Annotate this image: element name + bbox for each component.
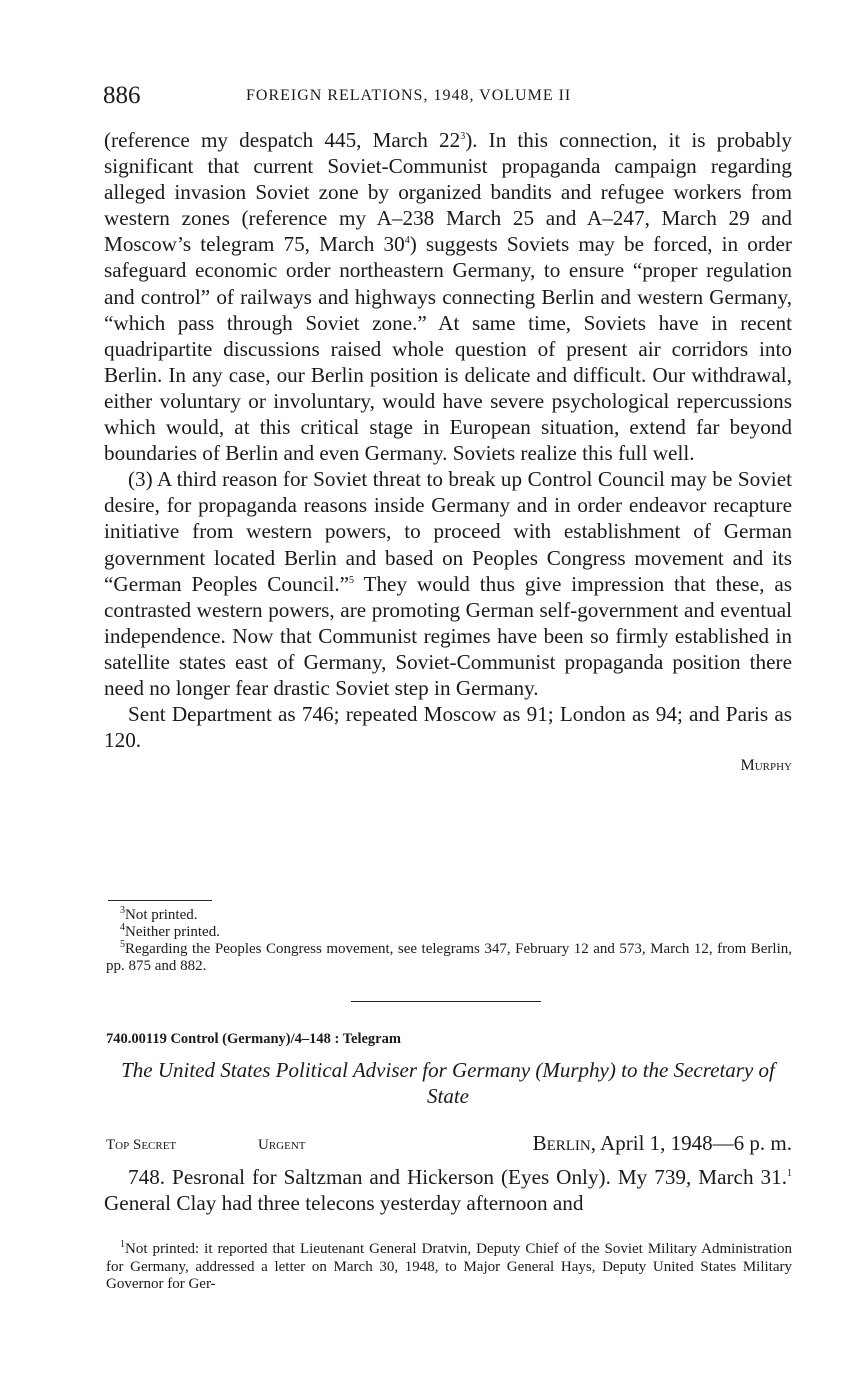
paragraph-3: Sent Department as 746; repeated Moscow as 91; London as 94; and Paris as 120. — [104, 702, 792, 753]
footnotes — [106, 907, 792, 975]
classification-line — [106, 1131, 792, 1159]
footnote-ref-5: 5 — [349, 574, 355, 586]
footnote-ref-4: 4 — [404, 235, 410, 247]
page-header — [103, 82, 793, 112]
signature: Murphy — [740, 757, 792, 775]
footnote-3: $^3$Not printed. — [120, 905, 198, 923]
footnote-5: $^5$Regarding the Peoples Congress movement, see telegrams 347, February 12 and 573, March 12, from Berlin, pp. 875 and 882. — [106, 939, 792, 974]
footnote-4: $^4$Neither printed. — [120, 922, 220, 940]
footnote-ref-1: 1 — [787, 1167, 792, 1179]
footnote-rule — [108, 900, 212, 901]
paragraph-1: (reference my despatch 445, March $22^3$). In this connection, it is probably significant that current Soviet-Communist propaganda campaign regarding alleged invasion Soviet zone by organized bandits and refugee workers from western zones (reference my A–238 March 25 and A–247, March 29 and Moscow’s telegram 75, March $30^4$) suggests Soviets may be forced, in order safeguard economic order northeastern Germany, to ensure “proper regulation and control” of railways and highways connecting Berlin and western Germany, “which pass through Soviet zone.” At same time, Soviets have in recent quadripartite discussions raised whole question of present air corridors into Berlin. In any case, our Berlin position is delicate and difficult. Our withdrawal, either voluntary or involuntary, would have severe psychological repercussions which would, at this critical stage in European situation, extend far beyond boundaries of Berlin and even Germany. Soviets realize this full well. — [104, 128, 792, 466]
section-divider — [351, 1001, 541, 1002]
message-footnote: $^1$Not printed: it reported that Lieutenant General Dratvin, Deputy Chief of the Soviet Military Administration for Germany, addressed a letter on March 30, 1948, to Major General Hays, Deputy United States Military Governor for Ger- — [106, 1239, 792, 1292]
message-text: 748. Pesronal for Saltzman and Hickerson (Eyes Only). My 739, March 31.$^1$ General Clay had three telecons yesterday afternoon and — [104, 1165, 792, 1215]
paragraph-2: (3) A third reason for Soviet threat to break up Control Council may be Soviet desire, for propaganda reasons inside Germany and in order endeavor recapture initiative from western powers, to proceed with establishment of German government located Berlin and based on Peoples Congress movement and its “German Peoples Council.”$^5$ They would thus give impression that these, as contrasted western powers, are promoting German self-government and eventual independence. Now that Communist regimes have been so firmly established in satellite states east of Germany, Soviet-Communist propaganda position there need no longer fear drastic Soviet step in Germany. — [104, 467, 792, 700]
classification-top-secret: Top Secret — [106, 1137, 177, 1153]
page-number: 886 — [103, 82, 141, 109]
document-title: The United States Political Adviser for Germany (Murphy) to the Secretary of State — [121, 1058, 775, 1108]
file-reference: 740.00119 Control (Germany)/4–148 : Telegram — [106, 1031, 401, 1047]
footnote-ref-3: 3 — [460, 130, 466, 142]
running-head: FOREIGN RELATIONS, 1948, VOLUME II — [246, 87, 572, 104]
body-text — [104, 127, 792, 779]
dateline: Berlin, April 1, 1948—6 p. m. — [532, 1131, 792, 1155]
classification-urgent: Urgent — [258, 1137, 306, 1153]
